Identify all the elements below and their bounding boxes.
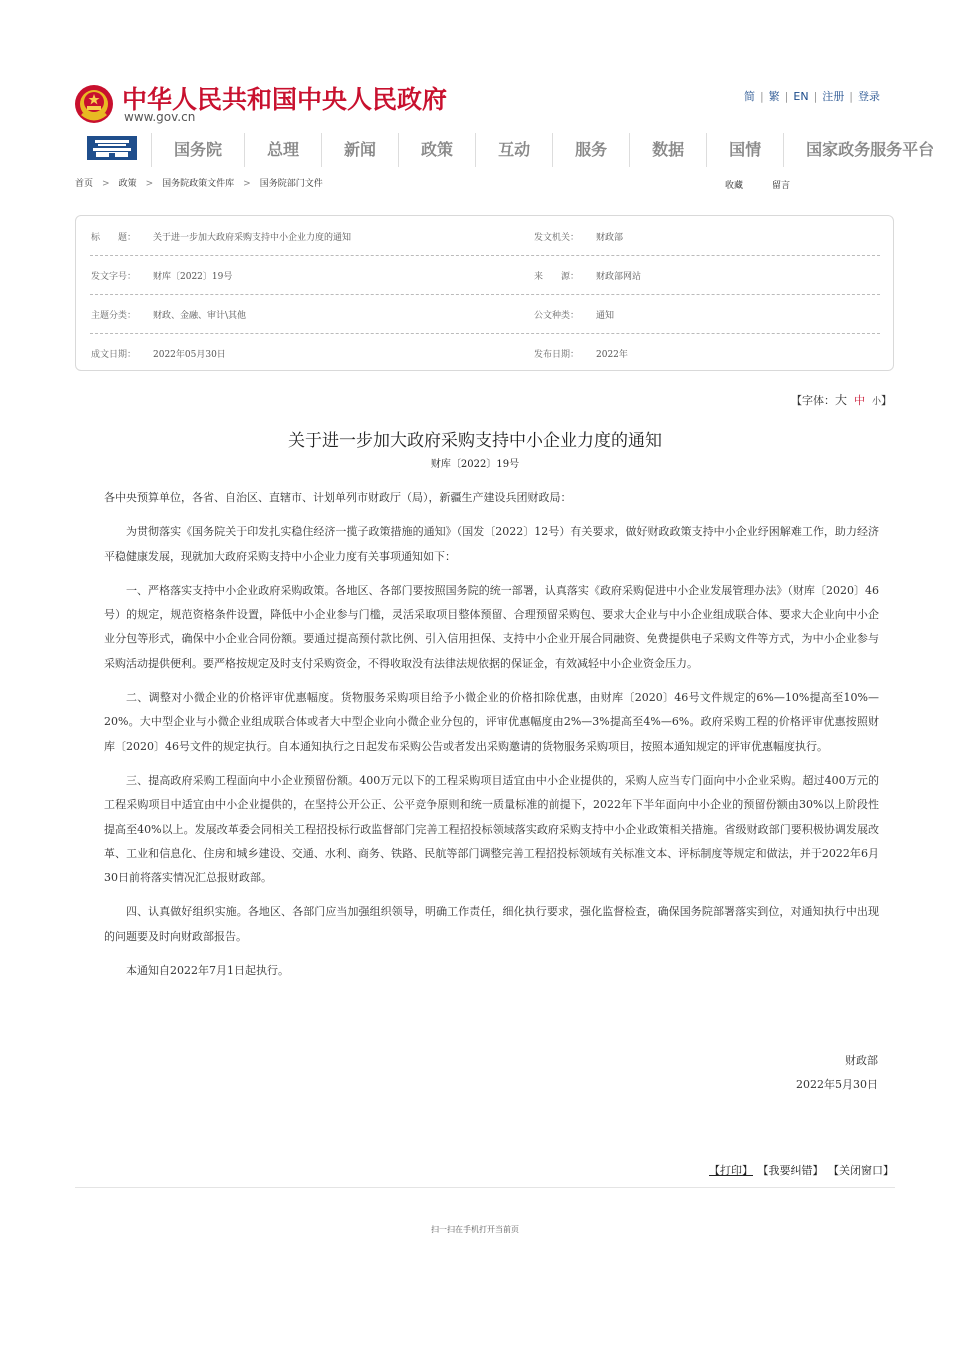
chevron-right-icon: >	[145, 179, 154, 189]
site-title[interactable]: 中华人民共和国中央人民政府	[122, 85, 448, 114]
traditional-chinese-link[interactable]: 繁	[768, 90, 780, 103]
nav-guowuyuan[interactable]: 国务院	[151, 133, 244, 167]
article-doc-number: 财库〔2022〕19号	[430, 459, 520, 470]
font-small-button[interactable]: 小	[871, 397, 881, 407]
message-link[interactable]: 留言	[772, 181, 791, 191]
scan-qr-hint: 扫一扫在手机打开当前页	[431, 1225, 519, 1234]
article-paragraph: 三、提高政府采购工程面向中小企业预留份额。400万元以下的工程采购项目适宜由中小企业提供的，采购人应当专门面向中小企业采购。超过400万元的工程采购项目中适宜由中小企业提供的，在坚持公开公正、公平竞争原则和统一质量标准的前提下，2022年下半年面向中小企业的预留份额由30%以上阶段性提高至40%以上。发展改革委会同相关工程招投标行政监督部门完善工程招投标领域落实政府采购支持中小企业政策相关措施。省级财政部门要积极协调发展改革、工业和信息化、住房和城乡建设、交通、水利、商务、铁路、民航等部门调整完善工程招投标领域有关标准文本、评标制度等规定和做法，并于2022年6月30日前将落实情况汇总报财政部。	[104, 773, 879, 885]
font-size-selector	[791, 391, 892, 408]
report-error-button[interactable]: 【我要纠错】	[763, 1164, 824, 1177]
type-label: 公文种类：	[534, 311, 580, 321]
nav-zhengce[interactable]: 政策	[398, 133, 475, 167]
font-size-suffix: 】	[881, 394, 892, 407]
nav-zongli[interactable]: 总理	[244, 133, 321, 167]
article-paragraph: 为贯彻落实《国务院关于印发扎实稳住经济一揽子政策措施的通知》（国发〔2022〕12号）有关要求，做好财政政策支持中小企业纾困解难工作，助力经济平稳健康发展，现就加大政府采购支持中小企业力度有关事项通知如下：	[104, 525, 879, 563]
pub-date-label: 发布日期：	[534, 350, 580, 360]
article-paragraph: 二、调整对小微企业的价格评审优惠幅度。货物服务采购项目给予小微企业的价格扣除优惠，由财库〔2020〕46号文件规定的6%—10%提高至10%—20%。大中型企业与小微企业组成联合体或者大中型企业向小微企业分包的，评审优惠幅度由2%—3%提高至4%—6%。政府采购工程的价格评审优惠按照财库〔2020〕46号文件的规定执行。自本通知执行之日起发布采购公告或者发出采购邀请的货物服务采购项目，按照本通知规定的评审优惠幅度执行。	[104, 691, 879, 753]
article-paragraph: 本通知自2022年7月1日起执行。	[126, 964, 289, 978]
site-url: www.gov.cn	[124, 110, 196, 124]
chevron-right-icon: >	[102, 179, 110, 189]
nav-shuju[interactable]: 数据	[629, 133, 706, 167]
simplified-chinese-link[interactable]: 简	[743, 90, 755, 103]
font-medium-button[interactable]: 中	[853, 394, 865, 407]
favorite-link[interactable]: 收藏	[725, 181, 744, 191]
breadcrumb-department-docs[interactable]: 国务院部门文件	[259, 179, 323, 189]
font-large-button[interactable]: 大	[834, 393, 847, 407]
nav-xinwen[interactable]: 新闻	[321, 133, 398, 167]
document-info-box	[75, 215, 894, 371]
date-value: 2022年05月30日	[153, 350, 226, 360]
article-paragraph: 各中央预算单位，各省、自治区、直辖市、计划单列市财政厅（局），新疆生产建设兵团财政局：	[104, 491, 572, 504]
breadcrumb-policy[interactable]: 政策	[118, 179, 137, 189]
breadcrumb-home[interactable]: 首页	[75, 179, 94, 189]
docno-label: 发文字号：	[91, 272, 137, 282]
type-value: 通知	[596, 311, 615, 321]
page-actions	[699, 1162, 894, 1178]
login-link[interactable]: 登录	[858, 90, 880, 103]
font-size-prefix: 【字体：	[790, 394, 835, 407]
nav-guoqing[interactable]: 国情	[706, 133, 783, 167]
pub-date-value: 2022年	[596, 350, 628, 360]
chevron-right-icon: >	[243, 179, 251, 189]
date-label: 成文日期：	[91, 350, 137, 360]
signer: 财政部	[845, 1054, 878, 1067]
english-link[interactable]: EN	[793, 90, 809, 103]
source-label: 来 源：	[534, 272, 580, 282]
main-nav	[75, 133, 935, 167]
sign-date: 2022年5月30日	[796, 1078, 878, 1091]
topic-value: 财政、金融、审计\其他	[153, 311, 247, 321]
top-links: 简 | 繁 | EN | 注册 | 登录	[743, 90, 880, 103]
article-body	[104, 486, 879, 993]
article-title: 关于进一步加大政府采购支持中小企业力度的通知	[288, 431, 662, 451]
info-row	[90, 255, 880, 295]
issuer-label: 发文机关：	[534, 233, 580, 243]
issuer-value: 财政部	[596, 233, 624, 243]
divider	[75, 1187, 895, 1188]
close-window-button[interactable]: 【关闭窗口】	[833, 1164, 894, 1177]
article-paragraph: 四、认真做好组织实施。各地区、各部门应当加强组织领导，明确工作责任，细化执行要求，强化监督检查，确保国务院部署落实到位，对通知执行中出现的问题要及时向财政部报告。	[104, 905, 879, 943]
breadcrumb	[75, 176, 323, 189]
docno-value: 财库〔2022〕19号	[153, 272, 233, 282]
nav-service-platform[interactable]: 国家政务服务平台	[783, 133, 956, 167]
info-row	[90, 294, 880, 334]
tiananmen-logo-icon[interactable]	[87, 136, 137, 160]
register-link[interactable]: 注册	[822, 90, 845, 103]
breadcrumb-policy-library[interactable]: 国务院政策文件库	[162, 179, 235, 189]
info-row	[90, 216, 880, 256]
signature-block	[796, 1049, 878, 1097]
title-value: 关于进一步加大政府采购支持中小企业力度的通知	[153, 233, 352, 243]
title-label: 标 题：	[91, 233, 137, 243]
national-emblem-icon	[74, 84, 114, 124]
info-row	[90, 333, 880, 372]
nav-fuwu[interactable]: 服务	[552, 133, 629, 167]
article-paragraph: 一、严格落实支持中小企业政府采购政策。各地区、各部门要按照国务院的统一部署，认真落实《政府采购促进中小企业发展管理办法》（财库〔2020〕46号）的规定，规范资格条件设置，降低中小企业参与门槛，灵活采取项目整体预留、合理预留采购包、要求大企业与中小企业组成联合体、要求大企业向中小企业分包等形式，确保中小企业合同份额。要通过提高预付款比例、引入信用担保、支持中小企业开展合同融资、免费提供电子采购文件等方式，为中小企业参与采购活动提供便利。要严格按规定及时支付采购资金，不得收取没有法律法规依据的保证金，有效减轻中小企业资金压力。	[104, 583, 879, 670]
topic-label: 主题分类：	[91, 311, 137, 321]
source-value: 财政部网站	[596, 272, 642, 282]
print-button[interactable]: 【打印】	[709, 1164, 753, 1177]
nav-hudong[interactable]: 互动	[475, 133, 552, 167]
